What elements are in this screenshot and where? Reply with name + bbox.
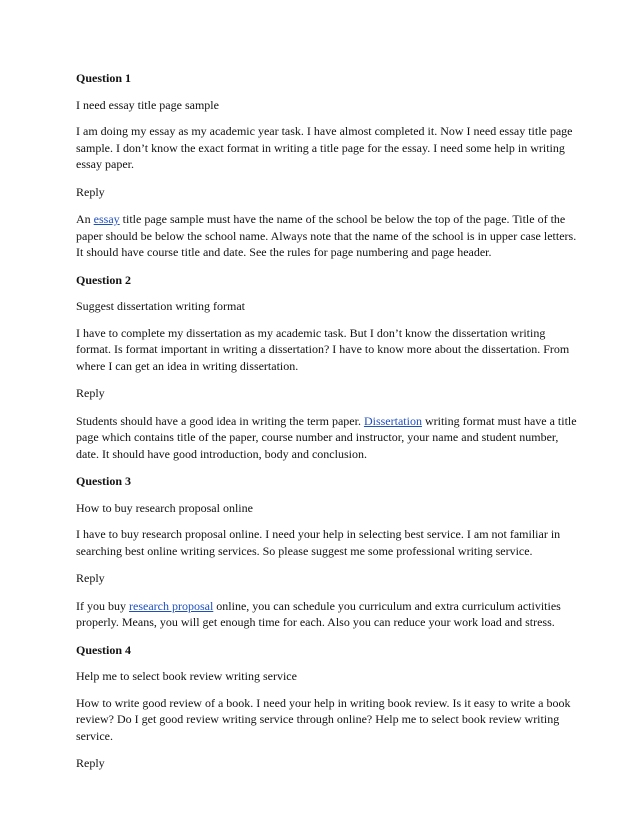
question-title: Suggest dissertation writing format	[76, 299, 245, 313]
question-section-4	[76, 642, 578, 772]
answer-paragraph	[76, 211, 578, 261]
answer-text-start: Students should have a good idea in writing the term paper.	[76, 413, 364, 428]
answer-text-start: If you buy	[76, 598, 129, 613]
reply-label: Reply	[76, 756, 105, 770]
question-section-3	[76, 473, 578, 631]
question-heading: Question 3	[76, 474, 132, 488]
question-section-1	[76, 70, 578, 261]
question-body: I have to buy research proposal online. I need your help in selecting best service. I am not familiar in searching best online writing services. So please suggest me some professional writing service.	[76, 527, 561, 558]
question-title: How to buy research proposal online	[76, 500, 253, 515]
dissertation-link[interactable]: Dissertation	[363, 413, 422, 428]
question-heading: Question 4	[76, 642, 132, 657]
question-heading: Question 2	[76, 272, 132, 287]
question-body: I have to complete my dissertation as my academic task. But I don’t know the dissertation writing format. Is format important in writing a dissertation? I have to know more about the dissertation. From where I can get an idea in writing dissertation.	[76, 325, 570, 373]
answer-text-rest: online, you can schedule you curriculum and extra curriculum activities properly. Means, you will get enough time for each. Also you can reduce your work load and stress.	[76, 598, 561, 629]
answer-paragraph	[76, 598, 578, 631]
answer-text-start: An	[76, 212, 94, 226]
question-body: How to write good review of a book. I need your help in writing book review. Is it easy to write a book review? Do I get good review writing service through online? Help me to select book review writing service.	[76, 695, 571, 743]
answer-paragraph	[76, 413, 578, 463]
question-title: Help me to select book review writing service	[76, 669, 297, 683]
question-section-2	[76, 272, 578, 463]
research-proposal-link[interactable]: research proposal	[129, 598, 214, 613]
question-title: I need essay title page sample	[76, 97, 219, 112]
reply-label: Reply	[76, 386, 105, 400]
question-body: I am doing my essay as my academic year task. I have almost completed it. Now I need essay title page sample. I don’t know the exact format in writing a title page for the essay. I need some help in writing essay paper.	[76, 124, 573, 171]
question-heading: Question 1	[76, 71, 132, 85]
answer-text-rest: title page sample must have the name of the school be below the top of the page. Title of the paper should be below the school name. Always note that the name of the school is in upper case letters. It should have course title and date. See the rules for page numbering and page header.	[76, 212, 577, 259]
essay-link[interactable]: essay	[93, 212, 120, 226]
answer-text-rest: writing format must have a title page which contains title of the paper, course number and instructor, your name and student number, date. It should have good introduction, body and conclusion.	[76, 413, 577, 461]
reply-label: Reply	[76, 184, 105, 199]
reply-label: Reply	[76, 571, 105, 585]
